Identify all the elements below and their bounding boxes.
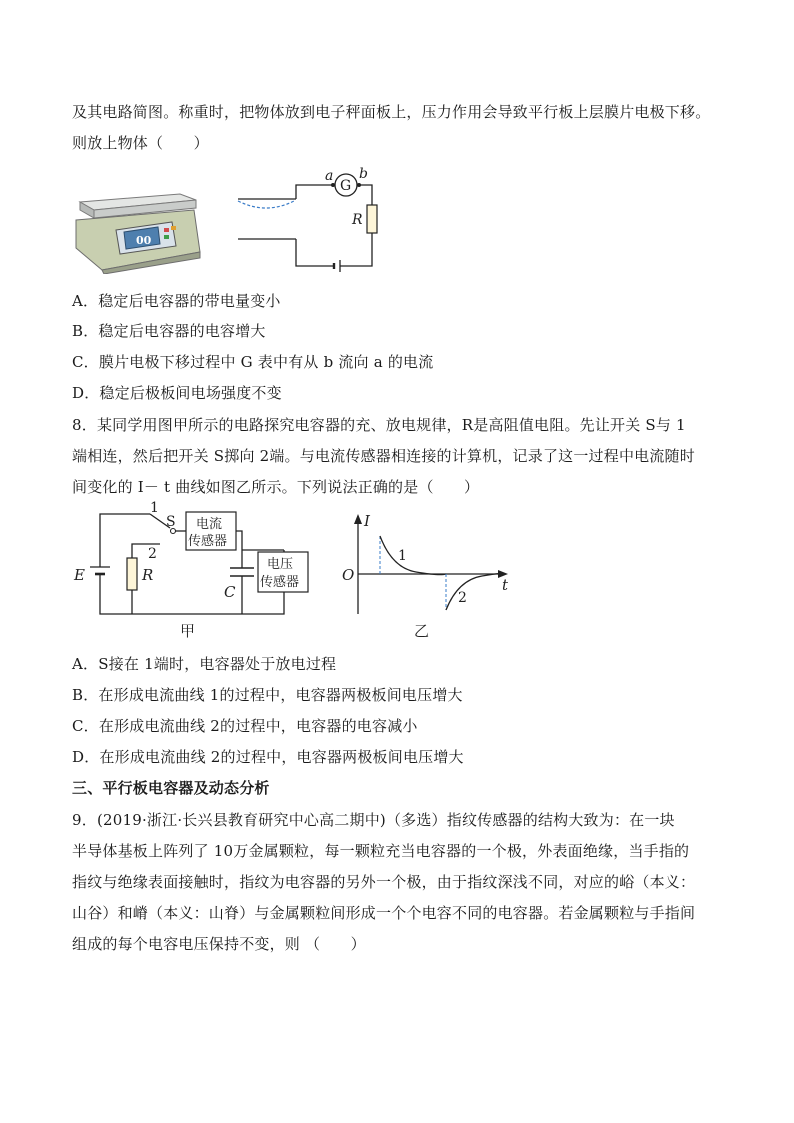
q9-line3: 指纹与绝缘表面接触时，指纹为电容器的另外一个极，由于指纹深浅不同，对应的峪（本义： xyxy=(72,873,696,891)
q9-line4: 山谷）和嵴（本义：山脊）与金属颗粒间形成一个个电容不同的电容器。若金属颗粒与手指间 xyxy=(72,904,696,922)
electronic-scale-image xyxy=(72,190,204,274)
resistor-r-label: R xyxy=(142,566,154,584)
q8-option-a: A．S接在 1端时，电容器处于放电过程 xyxy=(72,655,337,673)
fig-jia-circuit xyxy=(70,500,320,646)
curve-2-label: 2 xyxy=(458,590,467,606)
origin-label: O xyxy=(342,566,355,584)
axis-i-label: I xyxy=(364,512,370,530)
switch-label: S xyxy=(166,514,176,530)
q7-option-a: A．稳定后电容器的带电量变小 xyxy=(72,292,281,310)
q9-line1: 9．(2019·浙江·长兴县教育研究中心高二期中)（多选）指纹传感器的结构大致为：在一块 xyxy=(72,811,675,829)
q7-option-d: D．稳定后极板间电场强度不变 xyxy=(72,384,282,402)
q8-option-c: C．在形成电流曲线 2的过程中，电容器的电容减小 xyxy=(72,717,418,735)
q7-option-b: B．稳定后电容器的电容增大 xyxy=(72,322,266,340)
q8-option-d: D．在形成电流曲线 2的过程中，电容器两极板间电压增大 xyxy=(72,748,464,766)
q9-line5: 组成的每个电容电压保持不变，则 （ ） xyxy=(72,935,366,953)
q8-stem-line3: 间变化的 I－ t 曲线如图乙所示。下列说法正确的是（ ） xyxy=(72,478,480,496)
q7-stem-line2: 则放上物体（ ） xyxy=(72,134,209,152)
battery-label: E xyxy=(74,566,85,584)
q7-circuit-diagram xyxy=(230,165,390,275)
fig-yi-it-graph xyxy=(336,510,526,648)
point-a-label: a xyxy=(325,168,334,184)
resistor-label: R xyxy=(352,212,363,228)
q7-option-c: C．膜片电极下移过程中 G 表中有从 b 流向 a 的电流 xyxy=(72,353,434,371)
fig-yi-caption: 乙 xyxy=(414,622,430,640)
voltage-sensor-label-1: 电压 xyxy=(267,557,294,572)
section-3-heading: 三、平行板电容器及动态分析 xyxy=(72,779,270,797)
current-sensor-label-1: 电流 xyxy=(196,517,223,532)
q8-stem-line1: 8．某同学用图甲所示的电路探究电容器的充、放电规律，R是高阻值电阻。先让开关 S与 1 xyxy=(72,416,686,434)
q9-line2: 半导体基板上阵列了 10万金属颗粒，每一颗粒充当电容器的一个极，外表面绝缘，当手指的 xyxy=(72,842,690,860)
fig-jia-caption: 甲 xyxy=(180,622,196,640)
point-b-label: b xyxy=(359,166,368,182)
q7-stem-line1: 及其电路简图。称重时，把物体放到电子秤面板上，压力作用会导致平行板上层膜片电极下移。 xyxy=(72,103,711,121)
switch-terminal-1-label: 1 xyxy=(150,500,159,516)
current-sensor-label-2: 传感器 xyxy=(188,534,228,549)
q8-stem-line2: 端相连，然后把开关 S掷向 2端。与电流传感器相连接的计算机，记录了这一过程中电流随时 xyxy=(72,447,695,465)
capacitor-label: C xyxy=(224,583,236,601)
scale-display-text: 00 xyxy=(136,234,152,247)
curve-1-label: 1 xyxy=(398,548,407,564)
galvanometer-label: G xyxy=(340,178,352,194)
q8-option-b: B．在形成电流曲线 1的过程中，电容器两极板间电压增大 xyxy=(72,686,463,704)
voltage-sensor-label-2: 传感器 xyxy=(260,575,300,590)
switch-terminal-2-label: 2 xyxy=(148,546,157,562)
axis-t-label: t xyxy=(502,576,509,594)
